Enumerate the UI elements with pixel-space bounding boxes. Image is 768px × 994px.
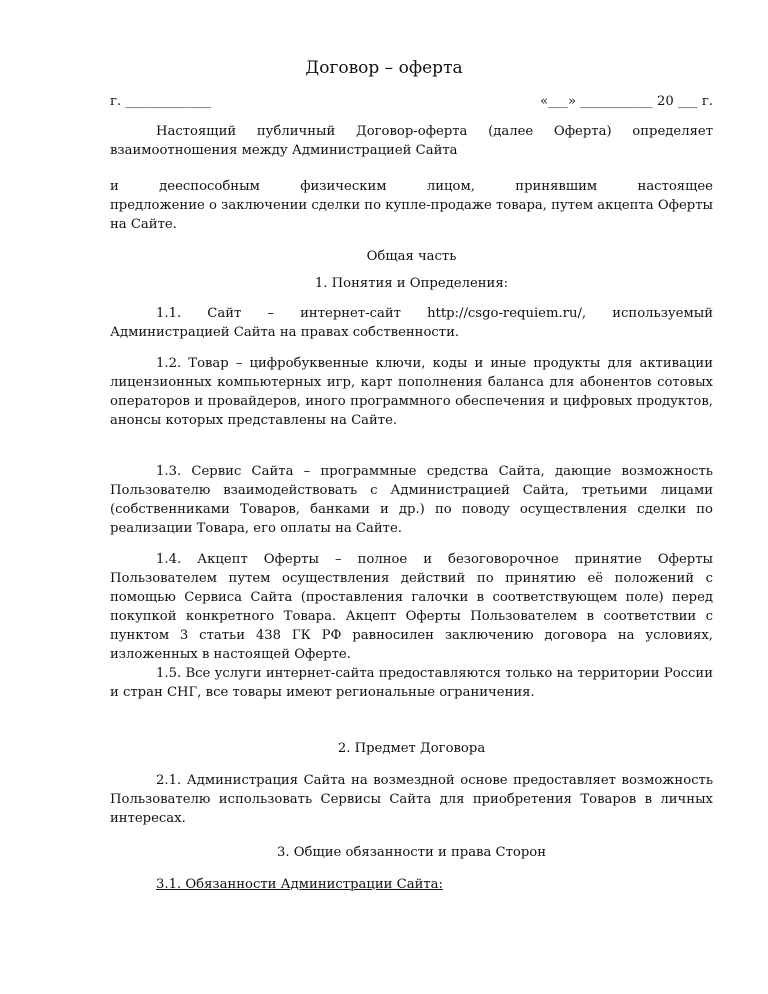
section-2-heading: 2. Предмет Договора xyxy=(337,741,486,756)
clause-1-4: 1.4. Акцепт Оферты – полное и безоговорочное принятие Оферты Пользователем путем осуществления действий по принятию её положений с помощью Сервиса Сайта (проставления галочки в соответствующем поле) перед покупкой конкретного Товара. Акцепт Оферты Пользователем в соответствии с пунктом 3 статьи 438 ГК РФ равносилен заключению договора на условиях, изложенных в настоящей Оферте. xyxy=(110,552,713,662)
section-1-heading: 1. Понятия и Определения: xyxy=(314,276,509,291)
section-3-heading: 3. Общие обязанности и права Сторон xyxy=(276,845,547,860)
general-part-heading: Общая часть xyxy=(366,249,457,264)
clause-1-2: 1.2. Товар – цифробуквенные ключи, коды и иные продукты для активации лицензионных компьютерных игр, карт пополнения баланса для абонентов сотовых операторов и провайдеров, иного программного обеспечения и цифровых продуктов, анонсы которых представлены на Сайте. xyxy=(110,356,713,428)
clause-1-3: 1.3. Сервис Сайта – программные средства Сайта, дающие возможность Пользователю взаимодействовать с Администрацией Сайта, третьими лицами (собственниками Товаров, банками и др.) по поводу осуществления сделки по реализации Товара, его оплаты на Сайте. xyxy=(110,464,713,536)
city-line: г. _____________ xyxy=(110,94,212,109)
clause-3-1-line xyxy=(110,875,713,894)
clause-1-1: 1.1. Сайт – интернет-сайт http://csgo-requiem.ru/, используемый Администрацией Сайта на правах собственности. xyxy=(110,306,713,340)
clause-3-1: 3.1. Обязанности Администрации Сайта: xyxy=(156,877,443,892)
document-title: Договор – оферта xyxy=(305,58,463,78)
date-line: «___» ___________ 20 ___ г. xyxy=(540,94,713,109)
clause-2-1: 2.1. Администрация Сайта на возмездной основе предоставляет возможность Пользователю использовать Сервисы Сайта для приобретения Товаров в личных интересах. xyxy=(110,773,713,826)
intro-paragraph-2b: предложение о заключении сделки по купле-продаже товара, путем акцепта Оферты на Сайте. xyxy=(110,198,713,232)
intro-paragraph-1: Настоящий публичный Договор-оферта (далее Оферта) определяет взаимоотношения между Администрацией Сайта xyxy=(110,124,713,158)
clause-1-5: 1.5. Все услуги интернет-сайта предоставляются только на территории России и стран СНГ, все товары имеют региональные ограничения. xyxy=(110,666,713,700)
intro-paragraph-2a: и дееспособным физическим лицом, принявшим настоящее xyxy=(110,179,713,194)
